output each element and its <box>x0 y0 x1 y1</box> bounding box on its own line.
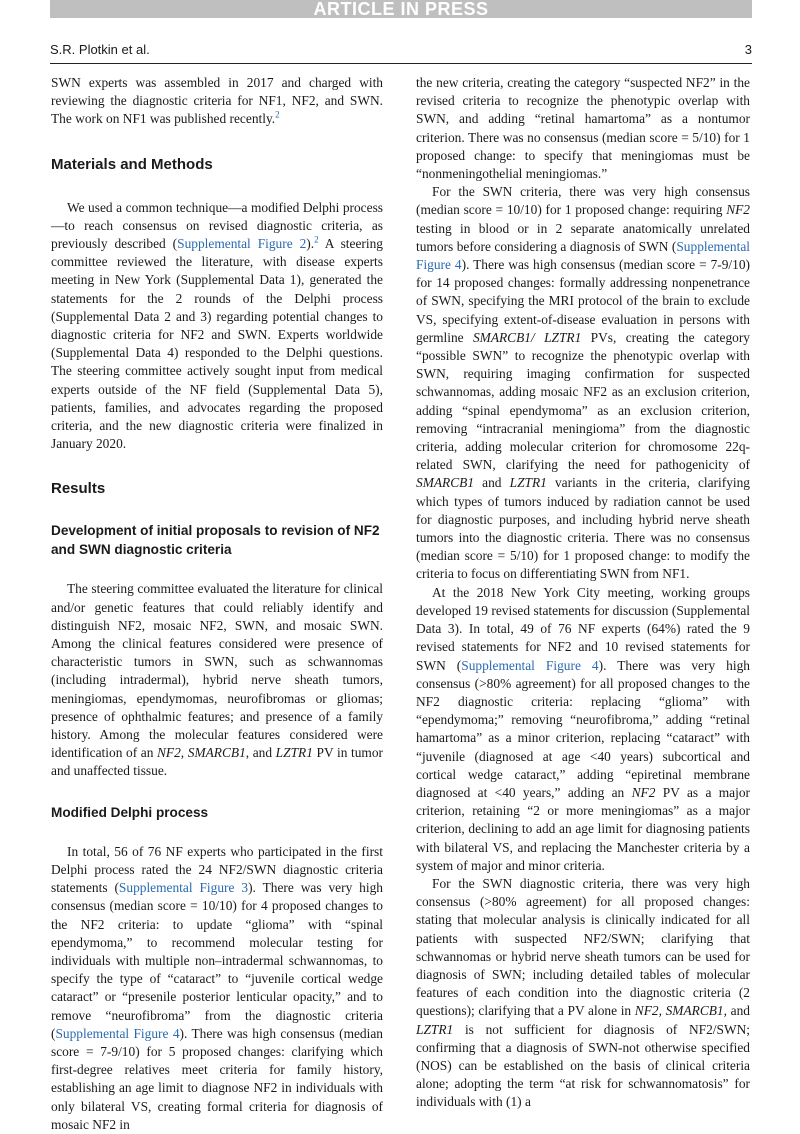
supplemental-figure-3-link[interactable]: Supplemental Figure 3 <box>118 880 249 896</box>
right-column <box>416 74 750 1112</box>
article-in-press-banner: ARTICLE IN PRESS <box>50 0 752 18</box>
left-column <box>51 74 383 1134</box>
paragraph-intro-continued: SWN experts was assembled in 2017 and charged with reviewing the diagnostic criteria for NF1, NF2, and SWN. The work on NF1 was published recently.$^2$ <box>51 75 383 127</box>
page-number: 3 <box>744 42 752 57</box>
running-head <box>50 42 752 62</box>
supplemental-figure-4-link[interactable]: Supplemental Figure 4 <box>461 657 599 673</box>
reference-link[interactable]: 2 <box>275 109 280 120</box>
paragraph-delphi: In total, 56 of 76 NF experts who participated in the first Delphi process rated the 24 NF2/SWN diagnostic criteria statements (Supplemental Figure 3). There was very high consensus (median score = 10/10) for 4 proposed changes to the NF2 criteria: to update “glioma” with “spinal ependymoma,” to recommend molecular testing for individuals with multiple non–intradermal schwannomas, to specify the type of “cataract” to “juvenile cortical wedge cataract” or “presenile posterior lenticular opacity,” and to remove “neurofibroma” from the diagnostic criteria (Supplemental Figure 4). There was high consensus (median score = 7-9/10) for 5 proposed changes: clarifying which first-degree relatives meet criteria for family history, establishing an age limit to diagnose NF2 in individuals with only bilateral VS, creating formal criteria for diagnosis of mosaic NF2 in <box>51 843 383 1132</box>
paragraph-nf2-continued: the new criteria, creating the category “suspected NF2” in the revised criteria to recognize the phenotypic overlap with SWN, and adding “retinal hamartoma” as a nontumor criterion. There was no consensus (median score = 5/10) for 1 proposed change: to specify that meningiomas must be “nonmeningothelial meningiomas.” <box>416 75 750 182</box>
heading-materials-and-methods: Materials and Methods <box>51 155 213 173</box>
paragraph-methods: We used a common technique—a modified Delphi process—to reach consensus on revised diagnostic criteria, as previously described (Supplemental Figure 2).$^2$ A steering committee reviewed the literature, with disease experts meeting in New York (Supplemental Data 1), generated the statements for the 2 rounds of the Delphi process (Supplemental Data 2 and 3) regarding potential changes to diagnostic criteria for NF2 and SWN. Experts worldwide (Supplemental Data 4) responded to the Delphi questions. The steering committee actively sought input from medical experts outside of the NF field (Supplemental Data 5), patients, families, and advocates regarding the proposed criteria, and the new diagnostic criteria were finalized in January 2020. <box>51 199 383 452</box>
supplemental-figure-4-link[interactable]: Supplemental Figure 4 <box>55 1025 180 1041</box>
subheading-development: Development of initial proposals to revision of NF2 and SWN diagnostic criteria <box>51 523 380 558</box>
paragraph-swn-diagnostic: For the SWN diagnostic criteria, there was very high consensus (>80% agreement) for all proposed changes: stating that molecular analysis is clinically indicated for all patients with suspected NF2/SWN; clarifying that schwannomas or hybrid nerve sheath tumors can be used for diagnosis of SWN; including detailed tables of molecular features of each condition into the diagnostic criteria (2 questions); clarifying that a PV alone in NF2, SMARCB1, and LZTR1 is not sufficient for diagnosis of NF2/SWN; confirming that a diagnosis of SWN-not otherwise specified (NOS) can be established on the basis of clinical criteria alone; adopting the term “at risk for schwannomatosis” for individuals with (1) a <box>416 875 750 1110</box>
running-head-authors: S.R. Plotkin et al. <box>50 42 150 57</box>
paragraph-2018-meeting: At the 2018 New York City meeting, working groups developed 19 revised statements for discussion (Supplemental Data 3). In total, 49 of 76 NF experts (64%) rated the 9 revised statements for NF2 and 10 revised statements for SWN (Supplemental Figure 4). There was very high consensus (>80% agreement) for all proposed changes to the NF2 diagnostic criteria: replacing “glioma” with “ependymoma;” removing “neurofibroma,” adding “retinal hamartoma” as a minor criterion, replacing “cataract” with “juvenile (diagnosed at age <40 years) subcortical and cortical wedge cataract,” adding “epiretinal membrane diagnosed at <40 years,” adding an NF2 PV as a major criterion, retaining “2 or more meningiomas” as a major criterion, declining to add an age limit for diagnosing patients with bilateral VS, and replacing the Manchester criteria by a system of major and minor criteria. <box>416 584 750 873</box>
paragraph-development: The steering committee evaluated the literature for clinical and/or genetic features that could reliably identify and distinguish NF2, mosaic NF2, SWN, and mosaic SWN. Among the clinical features considered were presence of characteristic tumors in SWN, such as schwannomas (including intradermal), hybrid nerve sheath tumors, meningiomas, ependymomas, neurofibromas or gliomas; presence of ophthalmic features; and presence of a family history. Among the molecular features considered were identification of an NF2, SMARCB1, and LZTR1 PV in tumor and unaffected tissue. <box>51 581 383 779</box>
reference-link[interactable]: 2 <box>314 234 319 245</box>
heading-results: Results <box>51 480 106 498</box>
paragraph-swn-criteria: For the SWN criteria, there was very high consensus (median score = 10/10) for 1 proposed change: requiring NF2 testing in blood or in 2 separate anatomically unrelated tumors before considering a diagnosis of SWN (Supplemental Figure 4). There was high consensus (median score = 7-9/10) for 14 proposed changes: formally addressing nonpenetrance of SWN, specifying the MRI protocol of the brain to exclude VS, specifying extent-of-disease evaluation in persons with germline SMARCB1/ LZTR1 PVs, creating the category “possible SWN” to recognize the phenotypic overlap with SWN, requiring imaging confirmation for suspected schwannomas, adding mosaic NF2 as an exclusion criterion, adding “spinal ependymoma” as an exclusion criterion, removing “intracranial meningioma” from the diagnostic criteria, adding molecular criterion for chromosome 22q-related SWN, clarifying the need for pathogenicity of SMARCB1 and LZTR1 variants in the criteria, clarifying which types of tumors induced by radiation cannot be used for diagnostic purposes, and including hybrid nerve sheath tumors into the diagnostic criteria. There was no consensus (median score = 5/10) for 1 proposed change: to modify the criteria to focus on differentiating SWN from NF1. <box>416 184 750 582</box>
supplemental-figure-2-link[interactable]: Supplemental Figure 2 <box>177 236 307 252</box>
supplemental-figure-4-link[interactable]: Supplemental Figure 4 <box>416 238 750 273</box>
header-rule <box>50 63 752 64</box>
subheading-modified-delphi-process: Modified Delphi process <box>51 804 209 820</box>
